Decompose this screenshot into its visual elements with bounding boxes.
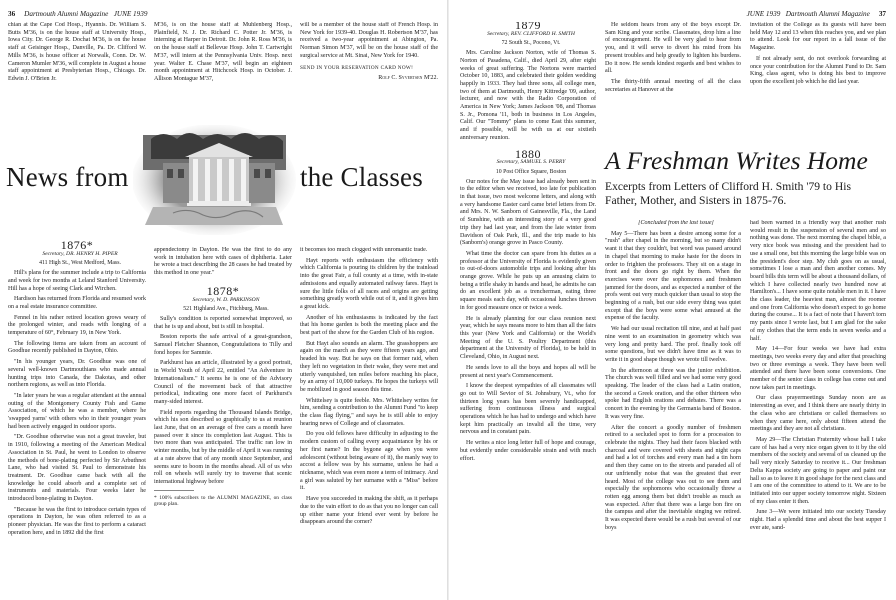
continued-paragraph: appendectomy in Dayton. He was the first to do any work in intubation here with cases of diphtheria. Later he wrote a tract describing the 28 cases he had treated by this method in one year." [154, 247, 292, 277]
class-year-1879: 1879 [515, 22, 541, 32]
class-1880-paragraph: If not already sent, do not overlook forwarding at once your contribution for the Alumni Fund to Dr. Sam King, class agent, who is doing his best to improve upon the excellent job which he did last year. [750, 55, 886, 85]
footnote-rule [154, 490, 194, 491]
right-magazine-name: Dartmouth Alumni Magazine [785, 10, 870, 18]
letter-paragraph: May 5—There has been a desire among some for a "rush" after chapel in the morning, but so many didn't want it that they couldn't, but word was passed around in chapel that morning to make haste for the doors in order to frighten the professors. They sit on a stage in front and the doors go right by them. When the exercises were over the sophomores and freshmen jammed for the doors, and as expected a number of the profs went out very much quicker than usual to stop the beginning of a rush, but our side every thing was quiet except that the boys were some what amused at the expense of the faculty. [605, 230, 741, 322]
signature: Rolf C. Syvertsen M'22. [378, 75, 438, 82]
letter-paragraph: In the afternoon at three was the junior exhibition. The church was well filled and we had some very good speaking. The leader of the class had a Latin oration, the second a Greek oration, and the other thirteen who spoke had English orations and debates. There was a concert in the evening by the Germania band of Boston. It was very fine. [605, 367, 741, 420]
letter-paragraph: had been warned in a friendly way that another rush would result in the suspension of several men and so nothing was done. The next morning the chapel bible, a very nice book was missing and the president had to use a small one, but this morning the large bible was on the president's door step. My club goes on as usual, sometimes I lose a man and then another comes. My board bills this term will be about a thousand dollars, of which I have collected nearly two hundred now at Hamilton's... I have some quite notable men in it. I have the class leader, the heaviest man, almost the roomer and one from California who doesn't expect to go home during the course... It is a fact of note that I haven't torn my pants since I wrote last, but I am glad for the sake of my clothes that the term ends in seven weeks and a half. [750, 220, 886, 342]
address-1879: 72 South St., Pocono, Vt. [501, 40, 561, 47]
class-year-1876: 1876* [60, 238, 94, 252]
letter-paragraph: May 29—The Christian Fraternity whose hall I take care of has had a very nice organ given to it by the old members of the society and several of us cleaned up the hall very nicely Saturday to receive it... Our freshman Delta Kappa society are going to paper and paint our hall so as to leave it in good shape for the next class and I am one of the committee to attend to it. We are to be initiated into our upper society tomorrow night. Sixteen of my class enter it then. [750, 436, 886, 505]
class-1878-paragraph: Sully's condition is reported somewhat improved, so that he is up and about, but is still in hospital. [154, 315, 292, 330]
right-page [450, 0, 896, 600]
right-issue-date: JUNE 1939 [746, 10, 781, 18]
feature-column-2 [750, 220, 886, 596]
reservation-notice: SEND IN YOUR RESERVATION CARD NOW! [300, 64, 414, 71]
letter-paragraph: May 14—For four weeks we have had extra meetings, two weeks every day and after that preaching two or three evenings a week. They have been well attended and there have been some conversions. One member of the senior class in college has come out and now takes part in meetings. [750, 346, 886, 391]
letter-paragraph: We had our usual recitation till nine, and at half past nine went to an examination in geometry which was very long and pretty hard. The prof. finally took off some questions, but we didn't have time as it was to write it in good shape though we wrote till twelve. [605, 326, 741, 363]
class-1876-paragraph: "Because he was the first to introduce certain types of operations in Dayton, he was often referred to as a pioneer physician. He was the first to perform a cataract operation here, and in 1892 did the first [8, 506, 146, 536]
left-page-number: 36 [8, 10, 16, 18]
top-column-2 [154, 22, 292, 102]
class-1880-paragraph: The thirty-fifth annual meeting of all the class secretaries at Hanover at the [605, 78, 741, 93]
secretary-1878: Secretary, W. D. PARKINSON [192, 296, 260, 303]
feature-title: A Freshman Writes Home [605, 146, 868, 175]
headline-the-classes: the Classes [300, 162, 423, 192]
letter-paragraph: Our class prayermeetings Sunday noon are as interesting as ever, and I think there are nearly thirty in the class who are christians or called themselves so when they came here, only about fifteen attend the meetings and they are not all christians. [750, 395, 886, 433]
class-1876-paragraph: "In his younger years, Dr. Goodhue was one of several well-known Dartmouthians who made annual hunting trips into Canada, the Dakotas, and other northern regions, as well as into Florida. [8, 359, 146, 389]
class-1878-column [154, 247, 292, 596]
secretary-1880: Secretary, SAMUEL S. PERRY [496, 159, 566, 166]
class-1880-paragraph: What time the doctor can spare from his duties as a professor at the University of Florida is evidently given to out-of-doors automobile trips and looking after his orange grove. While he puts up an amusing claim to being a trifle shaky in hands and head, he admits he can do an excellent job as a trencherman, eating three square meals each day, with occasional lunches thrown in for good measure once or twice a week. [460, 250, 596, 311]
building-illustration [133, 125, 296, 235]
class-1878-paragraph: Do you old fellows have difficulty in adjusting to the modern custom of calling every acquaintance by his or her first name? In the bygone age when you were adolescent (without being aware of it), the manly way to accost a fellow was by his surname, unless he had a nickname, which was even more a term of intimacy. And a girl was saluted by her surname with a "Miss" before it. [300, 431, 438, 492]
class-1876-paragraph: "Dr. Goodhue otherwise was not a great traveler, but in 1910, following a meeting of the American Medical Association in St. Paul, he went to London to observe the methods of bone-plating perfected by Sir Arbuthnot Lane, who had visited St. Paul to demonstrate his treatment. Dr. Goodhue came back with all the knowledge he could absorb and a complete set of instruments and materials. Four weeks later he introduced bone-plating in Dayton. [8, 434, 146, 503]
class-1878-paragraph: But Hayt also sounds an alarm. The grasshoppers are again on the march as they were fifteen years ago, and headed his way. But he says on that former raid, when they left no vegetation in their wake, they were met and utterly vanquished, ten miles before reaching his place, by an army of 10,000 turkeys. He hopes the turkeys will be mobilized in good season this time. [300, 340, 438, 393]
class-1878-paragraph: Hayt reports with enthusiasm the efficiency with which California is pouring its children by the trainload into the great Fair, a full county at a time, with in-state admissions and equally automated railway fares. Hayt is sure the little folks of all races and origins are getting something greatly worth while out of it, and it gives him a great kick. [300, 257, 438, 310]
class-1876-paragraph: Hardison has returned from Florida and resumed work on a real estate insurance committee. [8, 296, 146, 310]
class-1880-paragraph: He sends love to all the boys and hopes all will be present at next year's Commencement. [460, 364, 596, 379]
class-1880-paragraph: He is already planning for our class reunion next year, which he says means more to him than all the fairs this year (New York and California) or the World's Meeting of the U. S. Poultry Department (this department at the University of Florida), to be held in Cleveland, Ohio, in August next. [460, 315, 596, 361]
headline-news-from: News from [6, 162, 129, 192]
right-page-number: 37 [878, 10, 886, 18]
medical-notes-3: will be a member of the house staff of French Hosp. in New York for 1939-40. Douglas H. Robertson M'37, has received a two-year appointment at Abington, Pa. Norman Simon M'37, will be on the house staff of the surgical service at Mt. Sinai, New York for 1940. [300, 22, 438, 59]
right-running-head [747, 10, 886, 18]
class-1880-paragraph: I know the deepest sympathies of all classmates will go out to Will Sevior of St. Johnsbury, Vt., who for thirteen long years has been severely handicapped, suffering from continuous illness and surgical operations which he has had to undergo and which have kept him practically an invalid all the time, very nervous and in constant pain. [460, 383, 596, 436]
class-1879-1880-column [460, 22, 596, 596]
class-1876-column [8, 236, 146, 596]
page-gutter [447, 0, 449, 600]
letter-paragraph: After the concert a goodly number of freshmen retired to a secluded spot to form for a procession to celebrate the nights. They had their faces blacked with charcoal and were covered with sheets and night caps and had a lot of torches and every man had a tin horn and then they came on to the streets and paraded all of our unfriendly noise that was the greatest that ever heard. Most of the college was out to see them and especially the sophomores who occasionally threw a rotten egg among them but didn't trouble as much as was expected. After that there was a large bon fire on the campus and after the inevitable singing we retired. It was expected there would be a rush but several of our boys [605, 424, 741, 531]
class-1880-closing-column [750, 22, 886, 140]
class-1878-paragraph: Boston reports the safe arrival of a great-grandson, Samuel Fletcher Shannon, Congratulations to Tilly and fond hopes for Sammie. [154, 334, 292, 356]
class-1878-paragraph: it becomes too much clogged with unromantic trade. [300, 247, 428, 253]
secretary-1876: Secretary, DR. HENRY H. PIPER [42, 250, 118, 257]
feature-subtitle: Excerpts from Letters of Clifford H. Smith '79 to His Father, Mother, and Sisters in 1875-76. [605, 180, 851, 207]
medical-notes-1: chian at the Cape Cod Hosp., Hyannis. Dr. William S. Butts M'36, is on the house staff at University Hosp., Iowa City. Dr. George R. Dochat M'36, is on the house staff at Geisinger Hosp., Danville, Pa. Dr. Clifford W. Mills M'36, is house officer at Norwalk, Conn. Dr. W. Cameron Mumler M'36, will complete in August a house staff appointment at Presbyterian Hosp., Chicago. Dr. Edwin J. O'Brien Jr. [8, 22, 146, 82]
class-1876-paragraph: The following items are taken from an account of Goodhue recently published in Dayton, Ohio. [8, 340, 146, 355]
address-1876: 411 High St., West Medford, Mass. [39, 260, 121, 267]
class-1878-paragraph: Another of his enthusiasms is indicated by the fact that his home garden is both the meeting place and the best part of the show for the Garden Club of his region. [300, 314, 438, 337]
footnote: * 100% subscribers to the ALUMNI MAGAZINE, on class group plan. [154, 494, 292, 508]
class-1880-paragraph: invitation of the College as its guests will have been held May 12 and 13 when this reaches you, and we plan to attend. Look for our report in a fall issue of the Magazine. [750, 22, 886, 52]
class-1879-paragraph: Mrs. Caroline Jackson Norton, wife of Thomas S. Norton of Pasadena, Calif., died April 29, after eight weeks of great suffering. The Nortons were married October 10, 1883, and celebrated their golden wedding happily in 1933. They had three sons, all college men, two of them at Dartmouth, Henry Kittredge '09, author, lecturer, and now with the Radio Corporation of America in New York; James Jackson '08, and Thomas S. Jr., Pomona '11, both in business in Los Angeles, Calif. Our "Tommy" plans to come East this summer, and if possible, will be with us at our sixtieth anniversary reunion. [460, 50, 596, 141]
class-1876-paragraph: Hill's plans for the summer include a trip to California and week for two months at Leland Stanford University. Hill has a hope of seeing Clark and Wirchen. [8, 270, 146, 292]
feature-column-1 [605, 220, 741, 596]
class-year-1878: 1878* [206, 283, 240, 298]
class-1876-paragraph: Fennel in his rather retired location grows weary of the prolonged winter, and reads with longing of a temperature of 60°, February 19, in New York. [8, 314, 146, 337]
class-1878-paragraph: Field reports regarding the Thousand Islands Bridge, which his son described so graphically to us at reunion last June, that on an average of five cars a month have passed over it since its completion last August. This is two more than was anticipated. The traffic ran low in winter months, but by the middle of April it was running at a rate above that of any month since September, and seems sure to boom in the months ahead. All of us who roll on wheels will surely try to traverse that scenic international highway before [154, 409, 292, 485]
left-issue-date: JUNE 1939 [113, 10, 148, 18]
secretary-1879: Secretary, REV. CLIFFORD H. SMITH [487, 30, 575, 37]
class-1878-continued-column [300, 247, 438, 596]
class-1878-paragraph: Whittelsey is quite feeble. Mrs. Whittelsey writes for him, sending a contribution to the Alumni Fund "to keep the class flag flying," and says he is still able to enjoy hearing news of College and of classmates. [300, 397, 438, 427]
class-1876-paragraph: "In later years he was a regular attendant at the annual outing of the Montgomery County Fish and Game Association, of which he was a member, where he 'swapped yarns' with others who in their younger years had been actively engaged in outdoor sports. [8, 392, 146, 430]
class-year-1880: 1880 [515, 146, 541, 161]
concluded-note: [Concluded from the last issue] [638, 220, 714, 226]
left-magazine-name: Dartmouth Alumni Magazine [24, 10, 109, 18]
class-1878-paragraph: Parkhurst has an article, illustrated by a good portrait, in World Youth of April 22, entitled "An Adventure in Internationalism." It seems he is one of the Advisory Council of the movement back of that attractive periodical, indicating one more facet of Parkhurst's many-sided interest. [154, 360, 292, 405]
address-1880: 10 Post Office Square, Boston [495, 168, 567, 175]
top-column-1 [8, 22, 146, 102]
class-1878-paragraph: Have you succeeded in making the shift, as it perhaps due to the vain effort to do as that you no longer can call up either name your friend ever went by before he disappears around the corner? [300, 496, 438, 526]
top-column-3 [300, 22, 438, 122]
left-running-head [8, 10, 147, 18]
class-1880-paragraph: Our notes for the May issue had already been sent in to the editor when we received, too late for publication in that issue, two most welcome letters, and along with a very handsome Easter card came brief letters from Dr. and Mrs. N. W. Sanborn of Gainesville, Fla., the Land of Sunshine, with an interesting story of a very good trip they had last year, and from the late winter from Davidson of Oak Park, Ill., and the trip made to his (Sanborn's) orange grove in Pasco County. [460, 178, 596, 247]
letter-paragraph: June 3—We were initiated into our society Tuesday night. Had a splendid time and about the best supper I ever ate, sand- [750, 509, 886, 531]
class-1880-paragraph: He writes a nice long letter full of hope and courage, but evidently under considerable strain and with much effort. [460, 440, 596, 462]
medical-notes-2: M'36, is on the house staff at Muhlenberg Hosp., Plainfield, N. J. Dr. Richard C. Potter Jr. M'36, is interning at Harper in Detroit. Dr. John R. Ross M'36, is on the house staff at Bellevue Hosp. John T. Cartwright M'37, will intern at the Pennsylvania Univ. Hosp. next year. Walter E. Chase M'37, will begin an eighteen month appointment at Hitchcock Hosp. in October. J. Allison Montague M'37, [154, 22, 292, 82]
class-1880-paragraph: He seldom hears from any of the boys except Dr. Sam King and your scribe. Classmates, drop him a line of encouragement. He will be very glad to hear from you, and it will serve to divert his mind from his present troubles and help greatly to lighten his burdens. Do it now. He sends kindest regards and best wishes to all. [605, 22, 741, 75]
address-1878: 521 Highland Ave., Fitchburg, Mass. [183, 306, 269, 313]
class-1880-continued-column [605, 22, 741, 140]
